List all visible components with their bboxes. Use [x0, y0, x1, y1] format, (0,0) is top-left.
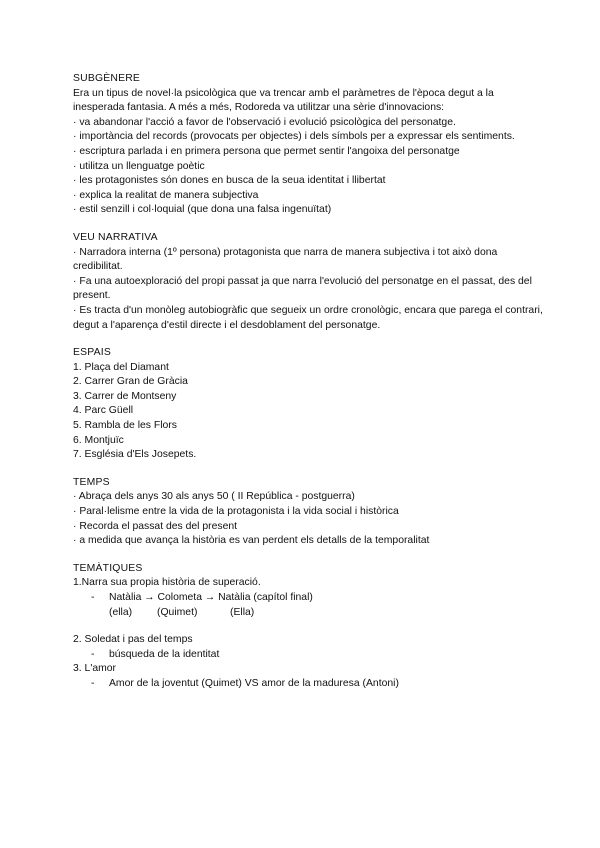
section-heading: SUBGÈNERE [73, 73, 141, 84]
list-item: 6. Montjuïc [73, 434, 124, 446]
section-espais [73, 346, 543, 463]
list-item: · Paral·lelisme entre la vida de la protagonista i la vida social i històrica [73, 506, 399, 518]
list-item: · a medida que avança la història es van perdent els detalls de la temporalitat [73, 535, 430, 547]
section-heading: ESPAIS [73, 347, 111, 359]
list-item: 1. Plaça del Diamant [73, 361, 169, 373]
name-annotations [73, 606, 543, 621]
theme-dash-line [73, 591, 543, 606]
theme-dash-line [73, 677, 543, 692]
list-item: · utilitza un llenguatge poètic [73, 160, 205, 172]
dash-bullet: - [91, 648, 95, 660]
list-item: · explica la realitat de manera subjectiva [73, 189, 259, 201]
theme-dash-line [73, 648, 543, 663]
theme-title: 3. L'amor [73, 663, 116, 675]
list-item: · Es tracta d'un monòleg autobiogràfic que segueix un ordre cronològic, encara que parega el contrari, degut a l'aparença d'estil directe i el desdoblament del personatge. [73, 304, 543, 331]
list-item: 7. Església d'Els Josepets. [73, 449, 197, 461]
section-tematiques [73, 562, 543, 692]
list-item: · Narradora interna (1º persona) protagonista que narra de manera subjectiva i tot això dona credibilitat. [73, 246, 498, 273]
annotation: (Ella) [230, 606, 255, 618]
annotation: (ella) [109, 606, 133, 618]
dash-bullet: - [91, 677, 95, 689]
annotation: (Quimet) [157, 606, 198, 618]
section-heading: VEU NARRATIVA [73, 231, 158, 243]
list-item: · Abraça dels anys 30 als anys 50 ( II República - postguerra) [73, 491, 355, 503]
name-evolution: Natàlia → Colometa → Natàlia (capítol final) [109, 592, 313, 603]
section-heading: TEMÀTIQUES [73, 562, 143, 574]
theme-title: 1.Narra sua propia història de superació. [73, 577, 261, 589]
section-subgenere [73, 72, 543, 218]
list-item: 5. Rambla de les Flors [73, 420, 177, 432]
dash-bullet: - [91, 592, 95, 603]
theme-title: 2. Soledat i pas del temps [73, 634, 193, 646]
list-item: · Recorda el passat des del present [73, 520, 238, 532]
list-item: · les protagonistes són dones en busca de la seua identitat i llibertat [73, 175, 386, 187]
list-item: 4. Parc Güell [73, 405, 134, 417]
document-page [73, 72, 543, 692]
paragraph: Era un tipus de novel·la psicològica que va trencar amb el paràmetres de l'època degut a la inesperada fantasia. A més a més, Rodoreda va utilitzar una sèrie d'innovacions: [73, 87, 494, 114]
section-veu-narrativa [73, 231, 543, 333]
list-item: · va abandonar l'acció a favor de l'observació i evolució psicològica del personatge. [73, 116, 456, 128]
list-item: · escriptura parlada i en primera persona que permet sentir l'angoixa del personatge [73, 145, 460, 157]
theme-detail: búsqueda de la identitat [109, 648, 220, 660]
list-item: · estil senzill i col·loquial (que dona una falsa ingenuïtat) [73, 204, 332, 216]
theme-detail: Amor de la joventut (Quimet) VS amor de la maduresa (Antoni) [109, 677, 399, 689]
list-item: · Fa una autoexploració del propi passat ja que narra l'evolució del personatge en el passat, des del present. [73, 275, 532, 302]
list-item: 2. Carrer Gran de Gràcia [73, 376, 188, 388]
list-item: · importància del records (provocats per objectes) i dels símbols per a expressar els sentiments. [73, 131, 515, 143]
list-item: 3. Carrer de Montseny [73, 390, 177, 402]
section-heading: TEMPS [73, 476, 110, 488]
section-temps [73, 476, 543, 549]
